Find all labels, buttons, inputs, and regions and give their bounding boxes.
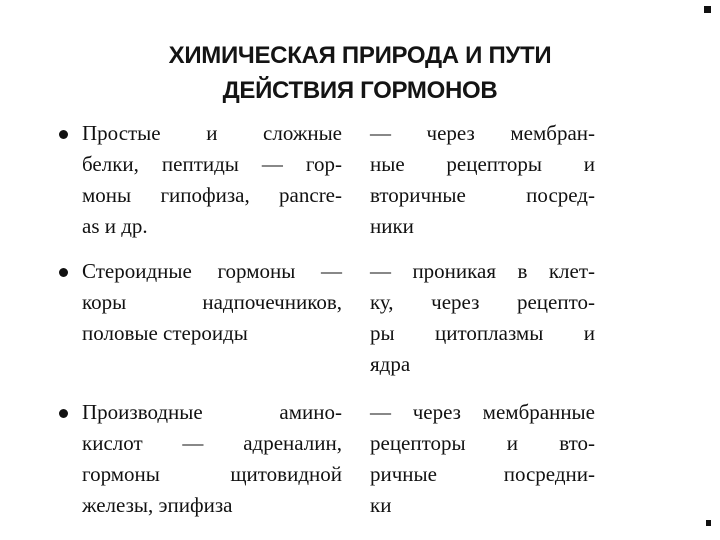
action-pathway-text	[370, 397, 595, 521]
text-line: белки, пептиды — гор-	[82, 152, 342, 176]
text-line: ки	[370, 493, 392, 517]
text-line: Стероидные гормоны —	[82, 259, 342, 283]
text-line: — через мембранные	[370, 400, 595, 424]
text-line: ку, через рецепто-	[370, 290, 595, 314]
text-line: моны гипофиза, pancre-	[82, 183, 342, 207]
title-line-1: ХИМИЧЕСКАЯ ПРИРОДА И ПУТИ	[168, 42, 552, 69]
text-line: вторичные посред-	[370, 183, 595, 207]
text-line: ры цитоплазмы и	[370, 321, 595, 345]
text-line: кислот — адреналин,	[82, 431, 342, 455]
text-line: гормоны щитовидной	[82, 462, 342, 486]
hormone-class-text	[82, 118, 342, 242]
scan-speck	[704, 6, 711, 13]
text-line: ные рецепторы и	[370, 152, 595, 176]
bullet-icon	[59, 268, 68, 277]
text-line: — через мембран-	[370, 121, 595, 145]
text-line: as и др.	[82, 214, 148, 238]
text-line: ники	[370, 214, 414, 238]
hormone-class-text	[82, 256, 342, 349]
action-pathway-text	[370, 118, 595, 242]
text-line: ричные посредни-	[370, 462, 595, 486]
bullet-icon	[59, 409, 68, 418]
text-line: рецепторы и вто-	[370, 431, 595, 455]
text-line: железы, эпифиза	[82, 493, 233, 517]
bullet-icon	[59, 130, 68, 139]
text-line: Производные амино-	[82, 400, 342, 424]
text-line: — проникая в клет-	[370, 259, 595, 283]
text-line: ядра	[370, 352, 411, 376]
title-line-2: ДЕЙСТВИЯ ГОРМОНОВ	[222, 77, 498, 104]
text-line: Простые и сложные	[82, 121, 342, 145]
hormone-class-text	[82, 397, 342, 521]
action-pathway-text	[370, 256, 595, 380]
text-line: половые стероиды	[82, 321, 248, 345]
text-line: коры надпочечников,	[82, 290, 342, 314]
scan-speck	[706, 520, 711, 526]
page-title	[0, 38, 720, 108]
